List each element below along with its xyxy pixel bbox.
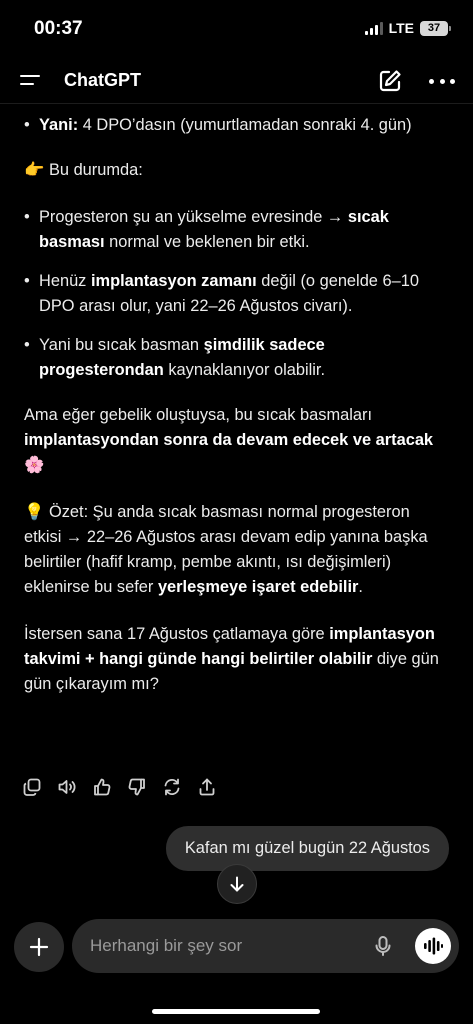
paragraph: Ama eğer gebelik oluştuysa, bu sıcak basmaları implantasyondan sonra da devam edecek ve artacak 🌸 <box>24 406 434 474</box>
list-item: • Progesteron şu an yükselme evresinde → sıcak basması normal ve beklenen bir etki. <box>24 205 449 255</box>
thumbs-up-icon[interactable] <box>92 777 112 797</box>
new-chat-edit-icon[interactable] <box>377 68 403 94</box>
summary-paragraph: 💡 Özet: Şu anda sıcak basması normal progesteron etkisi → 22–26 Ağustos arası devam edip yanına başka belirtiler (hafif kramp, pembe akıntı, ısı değişimleri) eklenirse bu sefer yerleşmeye işaret edebilir. <box>24 503 428 596</box>
thumbs-down-icon[interactable] <box>127 777 147 797</box>
more-options-icon[interactable] <box>429 70 455 92</box>
message-input[interactable] <box>90 919 360 973</box>
menu-icon[interactable] <box>20 71 44 91</box>
network-type: LTE <box>388 20 414 36</box>
share-icon[interactable] <box>197 777 217 797</box>
bullet-list-b <box>24 205 449 383</box>
status-time: 00:37 <box>34 18 83 39</box>
regenerate-icon[interactable] <box>162 777 182 797</box>
sound-wave-icon <box>422 935 444 957</box>
plus-icon <box>28 936 50 958</box>
conversation <box>0 104 473 904</box>
cellular-signal-icon <box>365 21 383 35</box>
app-title[interactable]: ChatGPT <box>64 70 142 90</box>
home-indicator[interactable] <box>152 1009 320 1014</box>
status-indicators <box>365 20 451 36</box>
offer-paragraph: İstersen sana 17 Ağustos çatlamaya göre implantasyon takvimi + hangi günde hangi belirtiler olabilir diye gün gün çıkarayım mı? <box>24 625 439 693</box>
scroll-to-bottom-button[interactable] <box>217 864 257 904</box>
battery-icon <box>420 21 451 36</box>
arrow-down-icon <box>227 874 247 894</box>
list-item: • Yani bu sıcak basman şimdilik sadece progesterondan kaynaklanıyor olabilir. <box>24 333 449 383</box>
app-header <box>0 58 473 104</box>
add-attachment-button[interactable] <box>14 922 64 972</box>
cut-off-text <box>24 104 449 113</box>
speaker-icon[interactable] <box>57 777 77 797</box>
microphone-icon[interactable] <box>371 934 395 958</box>
composer-bar <box>0 904 473 1024</box>
intro-line: 👉 Bu durumda: <box>24 161 143 179</box>
status-bar <box>0 0 473 58</box>
assistant-message <box>0 104 473 719</box>
message-input-container <box>72 919 459 973</box>
list-item: • Henüz implantasyon zamanı değil (o genelde 6–10 DPO arası olur, yani 22–26 Ağustos civarı). <box>24 269 449 319</box>
list-item: • Yani: 4 DPO’dasın (yumurtlamadan sonraki 4. gün) <box>24 113 449 138</box>
battery-level: 37 <box>420 21 448 36</box>
user-message-bubble: Kafan mı güzel bugün 22 Ağustos <box>166 826 449 871</box>
bullet-list-a <box>24 113 449 138</box>
voice-mode-button[interactable] <box>415 928 451 964</box>
message-actions <box>22 777 217 797</box>
copy-icon[interactable] <box>22 777 42 797</box>
